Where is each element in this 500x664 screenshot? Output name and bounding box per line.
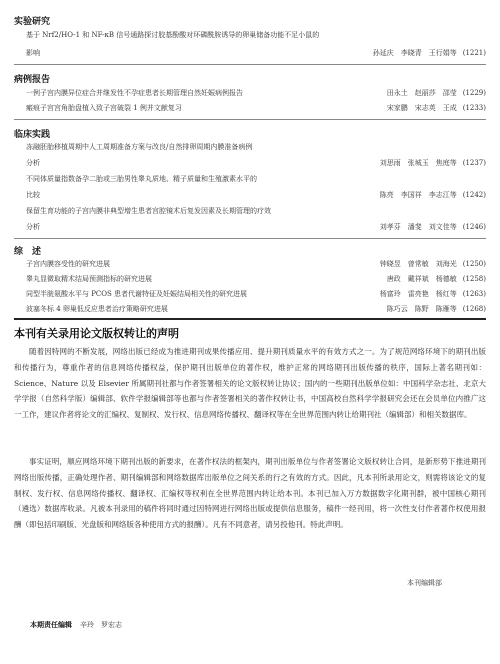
- entry-authors: 宋家鹏 宋志英 王成: [386, 104, 457, 112]
- entry-title: 睾丸显微取精术结局预测指标的研究进展: [26, 275, 152, 283]
- entry-authors: 田永土 赵丽莎 邵莹: [386, 89, 457, 97]
- toc-entry[interactable]: [26, 259, 486, 269]
- declaration-paragraph-1: 随着因特网的不断发展，网络出版已经成为推进期刊成果传播应用、提升期刊质量水平的有效方式之一。为了规范网络环境下的期刊出版和传播行为，尊重作者的信息网络传播权益，保护期刊出版单位的著作权，维护正常的网络期刊出版传播的秩序，国际上著名期刊如：Science、Nature 以及 Elsevier 所属期刊社都与作者签署相关的论文版权转让协议；国内的一些期刊出版单位如：中国科学杂志社、北京大学学报（自然科学版）编辑部、软件学报编辑部等也都与作者签署相关的著作权转让书，中国高校自然科学学报研究会还在会员单位内推广这一工作，建议作者将论文的汇编权、复制权、发行权、信息网络传播权、翻译权等在全世界范围内转让给期刊社（编辑部）和相关数据库。: [14, 347, 486, 420]
- entry-authors: 刘思雨 张城玉 焦庭等: [379, 159, 457, 167]
- toc-entry-cont[interactable]: [26, 190, 486, 200]
- entry-title: 不同体质量指数备孕二胎或三胎男性睾丸质地、精子质量和生殖激素水平的: [26, 175, 257, 183]
- editor-names: 辛玲 罗宏志: [80, 621, 122, 629]
- toc-entry-cont[interactable]: [26, 158, 486, 168]
- toc-entry[interactable]: [26, 30, 486, 40]
- entry-page: (1250): [462, 260, 486, 268]
- toc-entry-cont[interactable]: [26, 48, 486, 58]
- entry-title: 一例子宫内膜异位症合并继发性不孕症患者长期管理自然妊娠病例报告: [26, 89, 243, 97]
- section-title: 临床实践: [14, 130, 51, 140]
- toc-entry[interactable]: [26, 103, 486, 113]
- entry-page: (1221): [462, 49, 486, 57]
- entry-authors: 孙延庆 李晓青 王行娟等: [372, 49, 457, 57]
- entry-title: 子宫内膜容受性的研究进展: [26, 260, 110, 268]
- toc-entry[interactable]: [26, 304, 486, 314]
- entry-title-cont: 分析: [26, 159, 40, 167]
- signature: 本刊编辑部: [407, 579, 442, 587]
- entry-title: 保留生育功能的子宫内膜非典型增生患者宫腔镜术后复发因素及长期管理的疗效: [26, 207, 271, 215]
- toc-entry[interactable]: [26, 274, 486, 284]
- entry-page: (1237): [462, 159, 486, 167]
- toc-entry[interactable]: [26, 174, 486, 184]
- toc-entry[interactable]: [26, 289, 486, 299]
- divider: [14, 64, 486, 65]
- entry-page: (1242): [462, 191, 486, 199]
- entry-authors: 陈亮 李国祥 李志江等: [379, 191, 457, 199]
- entry-authors: 杨富玲 雷亮艳 杨红等: [379, 290, 457, 298]
- toc-entry-cont[interactable]: [26, 222, 486, 232]
- toc-entry[interactable]: [26, 206, 486, 216]
- editor-label: 本期责任编辑: [30, 621, 72, 629]
- entry-page: (1246): [462, 223, 486, 231]
- entry-page: (1229): [462, 89, 486, 97]
- entry-page: (1233): [462, 104, 486, 112]
- entry-title: 同型半胱氨酸水平与 PCOS 患者代谢特征及妊娠结局相关性的研究进展: [26, 290, 248, 298]
- entry-page: (1258): [462, 275, 486, 283]
- divider: [14, 238, 486, 239]
- section-title: 实验研究: [14, 17, 51, 27]
- entry-page: (1263): [462, 290, 486, 298]
- divider: [14, 119, 486, 120]
- declaration-title: 本刊有关录用论文版权转让的声明: [14, 327, 179, 340]
- entry-authors: 唐政 戴祥斌 杨德敏: [386, 275, 457, 283]
- section-title: 综 述: [14, 247, 42, 257]
- entry-title: 瘢痕子宫宫角胎盘植入致子宫破裂 1 例并文献复习: [26, 104, 182, 112]
- entry-title: 冻融胚胎移植周期中人工周期准备方案与改良/自然排卵周期内膜准备病例: [26, 143, 253, 151]
- entry-authors: 钟晓昱 曾常敏 刘海光: [379, 260, 457, 268]
- entry-title: 基于 Nrf2/HO-1 和 NF-κB 信号通路探讨胶基酚酸对环磷酰胺诱导的卵巢储备功能不足小鼠的: [26, 31, 320, 39]
- declaration-paragraph-2: 事实证明，顺应网络环境下期刊出版的新要求，在著作权法的框架内，期刊出版单位与作者签署论文版权转让合同，是新形势下推进期刊网络出版传播，正确处理作者、期刊编辑部和网络数据库出版单位之间关系的行之有效的方式。因此，凡本刊所录用论文，则需将该论文的复制权、发行权、信息网络传播权、翻译权、汇编权等权利在全世界范围内转让给本刊。本刊已加入万方数据数字化期刊群，被中国核心期刊（遴选）数据库收录。凡被本刊录用的稿件将同时通过因特网进行网络出版或提供信息服务，稿件一经刊用，将一次性支付作者著作权使用报酬（即包括印刷版、光盘版和网络版各种使用方式的报酬）。凡有不同意者，请另投他刊。特此声明。: [14, 457, 486, 530]
- entry-page: (1268): [462, 305, 486, 313]
- toc-entry[interactable]: [26, 142, 486, 152]
- entry-title-cont: 比较: [26, 191, 40, 199]
- entry-authors: 陈巧云 陈野 陈雁等: [386, 305, 457, 313]
- entry-title: 波塞冬标 4 卵巢低反应患者治疗策略研究进展: [26, 305, 168, 313]
- entry-authors: 刘孝芬 潘斐 刘文佳等: [379, 223, 457, 231]
- toc-entry[interactable]: [26, 88, 486, 98]
- section-title: 病例报告: [14, 75, 51, 85]
- section-divider: [14, 318, 486, 320]
- entry-title-cont: 影响: [26, 49, 40, 57]
- entry-title-cont: 分析: [26, 223, 40, 231]
- responsible-editor: [30, 620, 122, 630]
